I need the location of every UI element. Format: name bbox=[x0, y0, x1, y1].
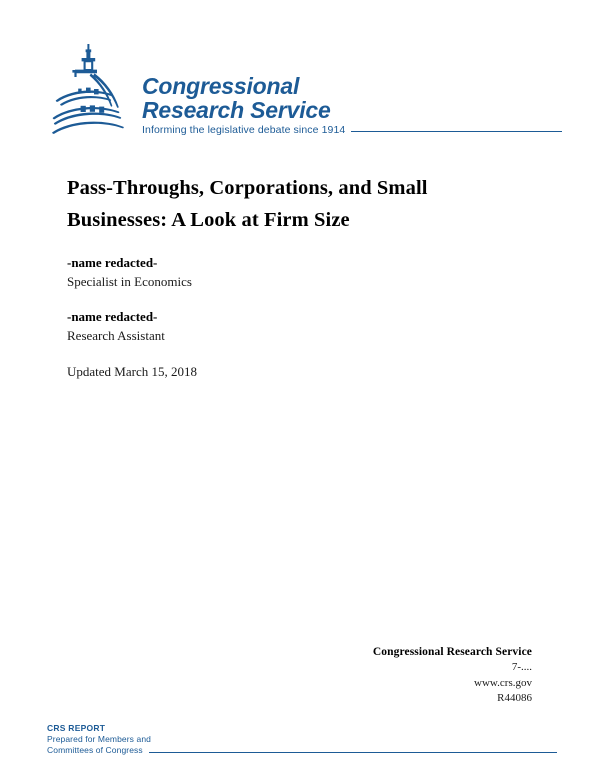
author-role: Research Assistant bbox=[67, 328, 165, 343]
page-title-line-1: Pass-Throughs, Corporations, and Small bbox=[67, 177, 428, 199]
wordmark-line-research-service: Research Service bbox=[142, 97, 331, 123]
page-title bbox=[67, 172, 517, 236]
report-tag-subtitle-line-1: Prepared for Members and bbox=[47, 734, 151, 744]
document-date: Updated March 15, 2018 bbox=[67, 364, 197, 379]
author-name: -name redacted- bbox=[67, 255, 158, 270]
page-title-line-2: Businesses: A Look at Firm Size bbox=[67, 209, 350, 231]
author-role: Specialist in Economics bbox=[67, 274, 192, 289]
publisher-phone: 7-.... bbox=[511, 661, 532, 673]
author-entry bbox=[67, 254, 447, 291]
crs-report-tag bbox=[47, 723, 557, 756]
report-tag-divider-rule bbox=[149, 752, 557, 753]
author-entry bbox=[67, 308, 447, 345]
wordmark-line-congressional: Congressional bbox=[142, 73, 300, 99]
report-tag-subtitle-row bbox=[47, 745, 557, 756]
crs-wordmark bbox=[142, 74, 562, 122]
crs-tagline: Informing the legislative debate since 1914 bbox=[142, 124, 346, 136]
publisher-name: Congressional Research Service bbox=[372, 646, 532, 658]
report-tag-title: CRS REPORT bbox=[47, 723, 106, 733]
report-number: R44086 bbox=[497, 692, 532, 704]
report-tag-subtitle-line-2: Committees of Congress bbox=[47, 745, 143, 755]
publisher-website[interactable]: www.crs.gov bbox=[474, 676, 532, 689]
masthead-divider-rule bbox=[351, 131, 562, 132]
crs-masthead bbox=[50, 42, 560, 142]
author-block bbox=[67, 254, 447, 381]
publication-info bbox=[373, 644, 532, 707]
crs-capitol-dome-logo-icon bbox=[50, 42, 144, 140]
author-name: -name redacted- bbox=[67, 309, 158, 324]
crs-tagline-row bbox=[142, 124, 562, 136]
